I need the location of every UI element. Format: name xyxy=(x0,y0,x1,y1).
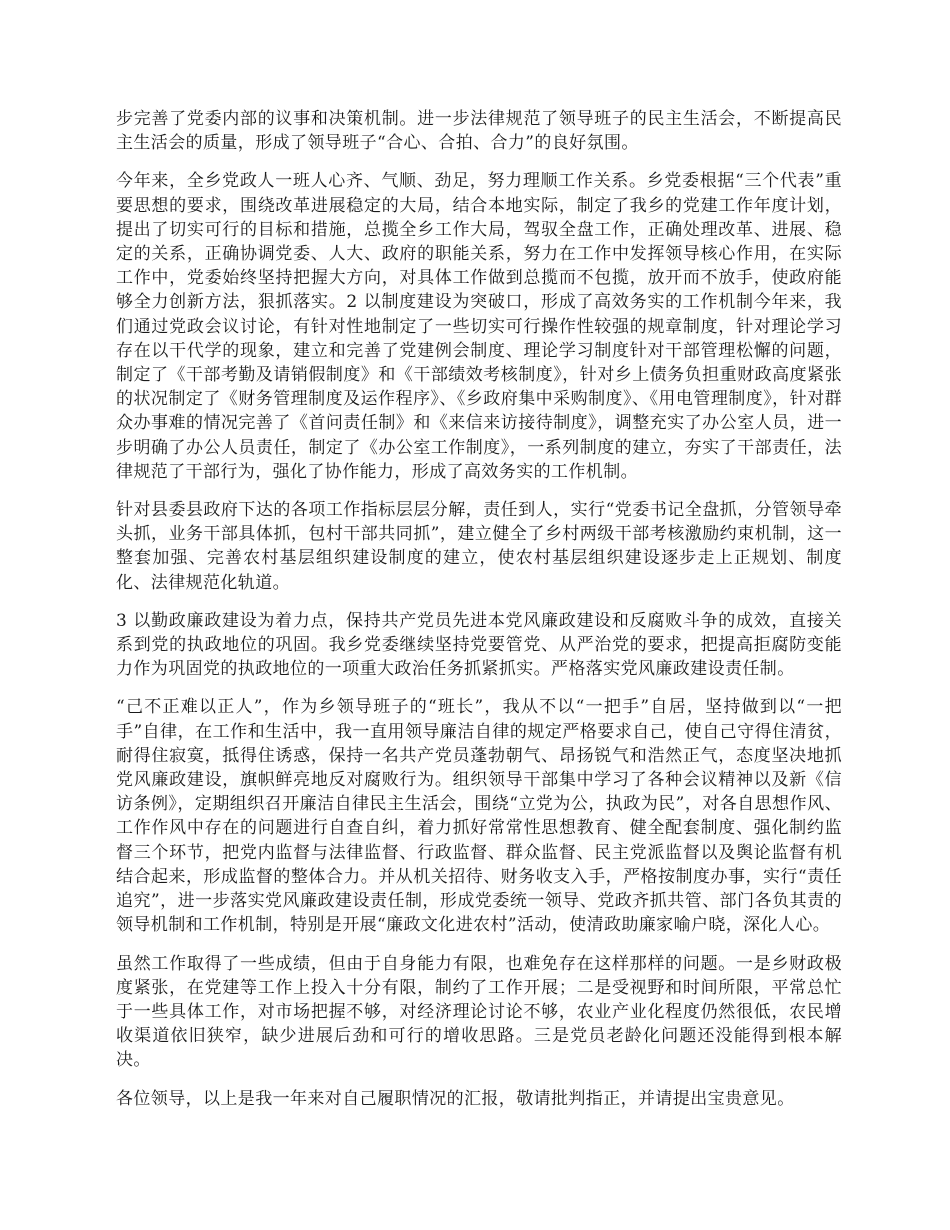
paragraph-7: 各位领导，以上是我一年来对自己履职情况的汇报，敬请批判指正，并请提出宝贵意见。 xyxy=(116,1088,795,1109)
document-body xyxy=(116,107,842,1125)
paragraph-4: 3 以勤政廉政建设为着力点，保持共产党员先进本党风廉政建设和反腐败斗争的成效，直接关系到党的执政地位的巩固。我乡党委继续坚持党要管党、从严治党的要求，把提高拒腐防变能力作为巩固党的执政地位的一项重大政治任务抓紧抓实。严格落实党风廉政建设责任制。 xyxy=(116,610,842,680)
paragraph-3: 针对县委县政府下达的各项工作指标层层分解，责任到人，实行“党委书记全盘抓，分管领导牵头抓，业务干部具体抓，包村干部共同抓”，建立健全了乡村两级干部考核激励约束机制，这一整套加强、完善农村基层组织建设制度的建立，使农村基层组织建设逐步走上正规划、制度化、法律规范化轨道。 xyxy=(116,500,842,593)
paragraph-5: “己不正难以正人”，作为乡领导班子的“班长”，我从不以“一把手”自居，坚持做到以“一把手”自律，在工作和生活中，我一直用领导廉洁自律的规定严格要求自己，使自己守得住清贫，耐得住寂寞，抵得住诱惑，保持一名共产党员蓬勃朝气、昂扬锐气和浩然正气，态度坚决地抓党风廉政建设，旗帜鲜亮地反对腐败行为。组织领导干部集中学习了各种会议精神以及新《信访条例》，定期组织召开廉洁自律民主生活会，围绕“立党为公，执政为民”，对各自思想作风、工作作风中存在的问题进行自查自纠，着力抓好常常性思想教育、健全配套制度、强化制约监督三个环节，把党内监督与法律监督、行政监督、群众监督、民主党派监督以及舆论监督有机结合起来，形成监督的整体合力。并从机关招待、财务收支入手，严格按制度办事，实行“责任追究”，进一步落实党风廉政建设责任制，形成党委统一领导、党政齐抓共管、部门各负其责的领导机制和工作机制，特别是开展“廉政文化进农村”活动，使清政助廉家喻户晓，深化人心。 xyxy=(116,697,842,936)
paragraph-2: 今年来，全乡党政人一班人心齐、气顺、劲足，努力理顺工作关系。乡党委根据“三个代表”重要思想的要求，围绕改革进展稳定的大局，结合本地实际，制定了我乡的党建工作年度计划，提出了切实可行的目标和措施，总揽全乡工作大局，驾驭全盘工作，正确处理改革、进展、稳定的关系，正确协调党委、人大、政府的职能关系，努力在工作中发挥领导核心作用，在实际工作中，党委始终坚持把握大方向，对具体工作做到总揽而不包揽，放开而不放手，使政府能够全力创新方法，狠抓落实。2 以制度建设为突破口，形成了高效务实的工作机制今年来，我们通过党政会议讨论，有针对性地制定了一些切实可行操作性较强的规章制度，针对理论学习存在以干代学的现象，建立和完善了党建例会制度、理论学习制度针对干部管理松懈的问题，制定了《干部考勤及请销假制度》和《干部绩效考核制度》，针对乡上债务负担重财政高度紧张的状况制定了《财务管理制度及运作程序》、《乡政府集中采购制度》、《用电管理制度》，针对群众办事难的情况完善了《首问责任制》和《来信来访接待制度》，调整充实了办公室人员，进一步明确了办公人员责任，制定了《办公室工作制度》，一系列制度的建立，夯实了干部责任，法律规范了干部行为，强化了协作能力，形成了高效务实的工作机制。 xyxy=(116,171,842,482)
paragraph-6: 虽然工作取得了一些成绩，但由于自身能力有限，也难免存在这样那样的问题。一是乡财政极度紧张，在党建等工作上投入十分有限，制约了工作开展；二是受视野和时间所限，平常总忙于一些具体工作，对市场把握不够，对经济理论讨论不够，农业产业化程度仍然很低，农民增收渠道依旧狭窄，缺少进展后劲和可行的增收思路。三是党员老龄化问题还没能得到根本解决。 xyxy=(116,953,842,1071)
paragraph-1: 步完善了党委内部的议事和决策机制。进一步法律规范了领导班子的民主生活会，不断提高民主生活会的质量，形成了领导班子“合心、合拍、合力”的良好氛围。 xyxy=(116,109,842,154)
